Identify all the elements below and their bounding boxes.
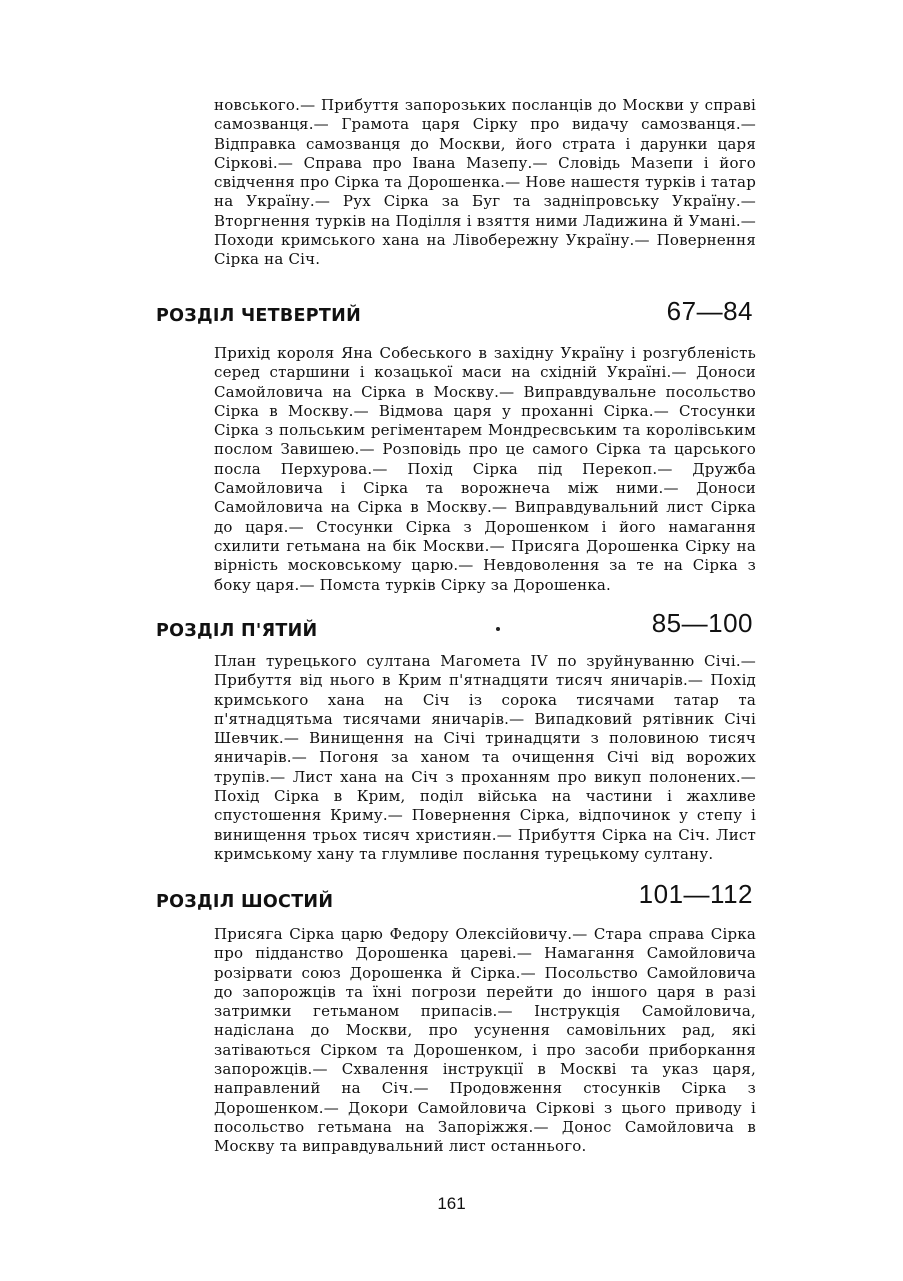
section-title-5: РОЗДІЛ П'ЯТИЙ: [156, 621, 318, 641]
print-speck: [496, 627, 500, 631]
section-pages-4: 67—84: [666, 296, 753, 326]
section-summary-6: Присяга Сірка царю Федору Олексійовичу.— Стара справа Сірка про підданство Дорошенка цареві.— Намагання Самойловича розірвати союз Дорошенка й Сірка.— Посольство Самойловича до запорожців та їхні погрози перейти до іншого царя в разі затримки гетьманом припасів.— Інструкція Самойловича, надіслана до Москви, про усунення самовільних рад, які затіваються Сірком та Дорошенком, і про засоби приборкання запорожців.— Схвалення інструкції в Москві та указ царя, направлений на Січ.— Продовження стосунків Сірка з Дорошенком.— Докори Самойловича Сіркові з цього приводу і посольство гетьмана на Запоріжжя.— Донос Самойловича в Москву та виправдувальний лист останнього.: [214, 925, 756, 1156]
section-pages-5: 85—100: [651, 608, 753, 638]
section-title-6: РОЗДІЛ ШОСТИЙ: [156, 892, 334, 912]
section-title-4: РОЗДІЛ ЧЕТВЕРТИЙ: [156, 306, 362, 326]
section-summary-4: Прихід короля Яна Собеського в західну Україну і розгубленість серед старшини і козацької маси на східній Україні.— Доноси Самойловича на Сірка в Москву.— Виправдувальне посольство Сірка в Москву.— Відмова царя у проханні Сірка.— Стосунки Сірка з польським регіментарем Мондресвським та королівським послом Завишею.— Розповідь про це самого Сірка та царського посла Перхурова.— Похід Сірка під Перекоп.— Дружба Самойловича і Сірка та ворожнеча між ними.— Доноси Самойловича на Сірка в Москву.— Виправдувальний лист Сірка до царя.— Стосунки Сірка з Дорошенком і його намагання схилити гетьмана на бік Москви.— Присяга Дорошенка Сірку на вірність московському царю.— Невдоволення за те на Сірка з боку царя.— Помста турків Сірку за Дорошенка.: [214, 344, 756, 594]
section-summary-5: План турецького султана Магомета IV по зруйнуванню Січі.— Прибуття від нього в Крим п'ятнадцяти тисяч яничарів.— Похід кримського хана на Січ із сорока тисячами татар та п'ятнадцятьма тисячами яничарів.— Випадковий рятівник Січі Шевчик.— Винищення на Січі тринадцяти з половиною тисяч яничарів.— Погоня за ханом та очищення Січі від ворожих трупів.— Лист хана на Січ з проханням про викуп полонених.— Похід Сірка в Крим, поділ війська на частини і жахливе спустошення Криму.— Повернення Сірка, відпочинок у степу і винищення трьох тисяч християн.— Прибуття Сірка на Січ. Лист кримському хану та глумливе послання турецькому султану.: [214, 652, 756, 863]
continuation-paragraph: новського.— Прибуття запорозьких посланців до Москви у справі самозванця.— Грамота царя Сірку про видачу самозванця.— Відправка самозванця до Москви, його страта і дарунки царя Сіркові.— Справа про Івана Мазепу.— Словідь Мазепи і його свідчення про Сірка та Дорошенка.— Нове нашестя турків і татар на Україну.— Рух Сірка за Буг та задніпровську Україну.— Вторгнення турків на Поділля і взяття ними Ладижина й Умані.— Походи кримського хана на Лівобережну Україну.— Повернення Сірка на Січ.: [214, 96, 756, 269]
section-pages-6: 101—112: [638, 879, 753, 909]
page-number: 161: [437, 1194, 466, 1213]
